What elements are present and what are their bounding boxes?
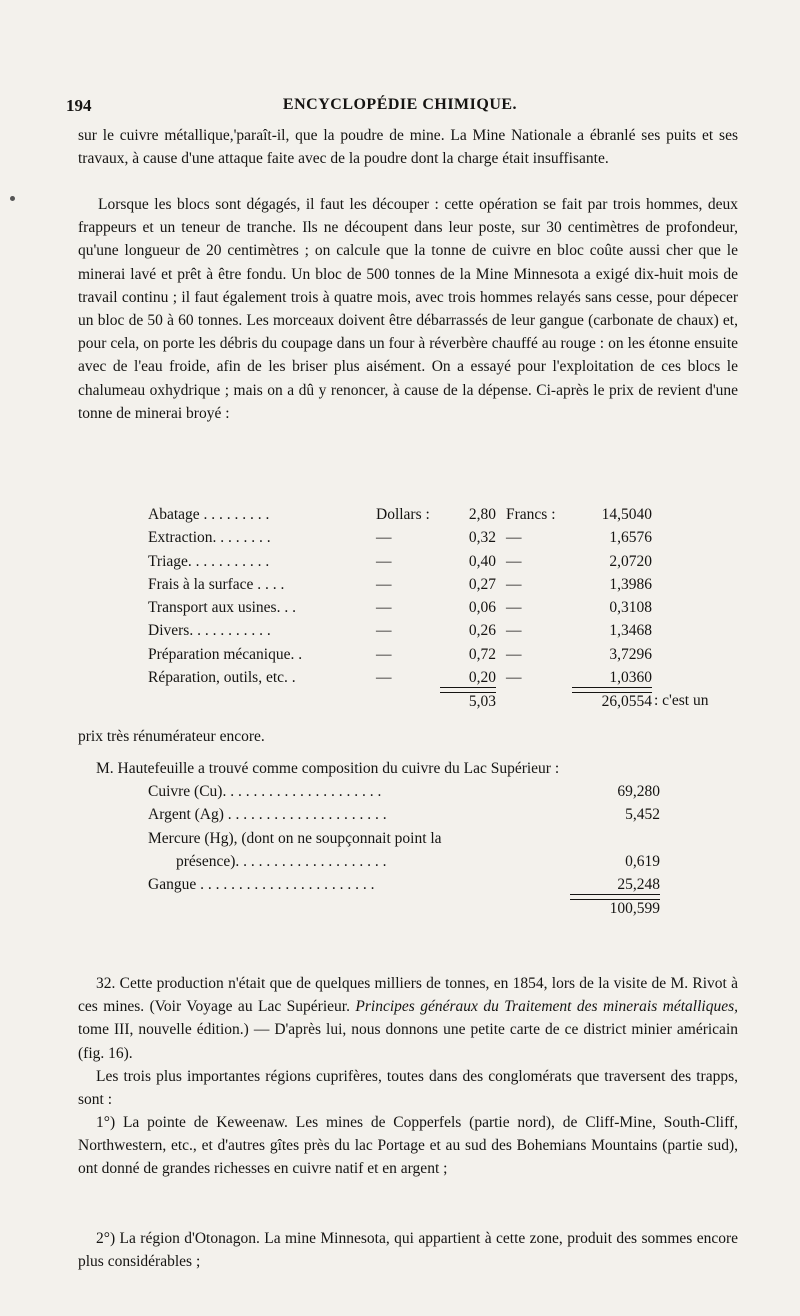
dollars-value: 0,72 bbox=[468, 645, 496, 663]
cost-label: Frais à la surface . . . . bbox=[148, 575, 285, 593]
margin-speck bbox=[10, 196, 15, 201]
dollars-unit: — bbox=[376, 669, 392, 687]
composition-total-row bbox=[148, 899, 660, 922]
composition-row bbox=[148, 830, 660, 853]
cost-label: Préparation mécanique. . bbox=[148, 645, 303, 663]
dollars-value: 0,27 bbox=[468, 575, 496, 593]
cost-label: Transport aux usines. . . bbox=[148, 599, 296, 617]
p32-book-title: Principes généraux du Traitement des minerais métalliques, bbox=[355, 998, 738, 1016]
running-title: ENCYCLOPÉDIE CHIMIQUE. bbox=[282, 96, 518, 113]
total-francs: 26,0554 bbox=[572, 692, 652, 711]
dollars-unit: — bbox=[376, 622, 392, 640]
dollars-value: 0,06 bbox=[468, 599, 496, 617]
francs-unit: — bbox=[506, 645, 522, 663]
francs-value: 1,6576 bbox=[609, 529, 652, 547]
element-label: Cuivre (Cu). . . . . . . . . . . . . . . . . . . . . bbox=[148, 783, 382, 800]
total-tail-text: : c'est un bbox=[654, 692, 709, 710]
francs-unit: — bbox=[506, 575, 522, 593]
element-value: 5,452 bbox=[625, 806, 660, 824]
paragraph-keweenaw: 1°) La pointe de Keweenaw. Les mines de Copperfels (partie nord), de Cliff-Mine, South-Cliff, Northwestern, etc., et d'autres gîtes près du lac Portage et au sud des Bohemians Mountains (partie sud), ont donné de grandes richesses en cuivre natif et en argent ; bbox=[78, 1114, 738, 1178]
element-value: 25,248 bbox=[570, 876, 660, 895]
element-value: 0,619 bbox=[625, 852, 660, 870]
dollars-unit: — bbox=[376, 529, 392, 547]
cost-row bbox=[148, 576, 708, 599]
dollars-value: 0,32 bbox=[468, 529, 496, 547]
paragraph-2: Lorsque les blocs sont dégagés, il faut les découper : cette opération se fait par trois hommes, deux frappeurs et un teneur de tranche. Ils ne découpent dans leur poste, sur 30 centimètres de profondeur, qu'une longueur de 20 centimètres ; on calcule que la tonne de cuivre en bloc coûte aussi cher que le minerai lavé et prêt à être fondu. Un bloc de 500 tonnes de la Mine Minnesota a exigé dix-huit mois de travail continu ; il faut également trois à quatre mois, avec trois hommes relayés sans cesse, pour dépecer un bloc de 50 à 60 tonnes. Les morceaux doivent être débarrassés de leur gangue (carbonate de chaux) et, pour cela, on porte les débris du coupage dans un four à réverbère chauffé au rouge : on les étonne ensuite avec de l'eau froide, afin de les briser plus aisément. On a essayé pour l'exploitation de ces blocs le chalumeau oxhydrique ; mais on a dû y renoncer, à cause de la dépense. Ci-après le prix de revient d'une tonne de minerai broyé : bbox=[78, 196, 738, 422]
cost-table bbox=[148, 506, 708, 716]
francs-unit: — bbox=[506, 529, 522, 547]
element-label: Gangue . . . . . . . . . . . . . . . . . . . . . . . bbox=[148, 876, 375, 894]
cost-label: Réparation, outils, etc. . bbox=[148, 669, 296, 687]
dollars-value: 0,40 bbox=[468, 552, 496, 570]
element-label: Argent (Ag) . . . . . . . . . . . . . . . . . . . . . bbox=[148, 806, 387, 824]
dollars-unit: — bbox=[376, 645, 392, 663]
p32-text-a: 32. Cette production n'était que de quelques milliers de tonnes, en 1854, lors de la visite de M. Rivot à ces mines. (Voir Voyage au Lac Supérieur. bbox=[78, 975, 738, 1016]
francs-unit: — bbox=[506, 669, 522, 687]
francs-value: 14,5040 bbox=[601, 506, 652, 523]
dollars-value: 0,20 bbox=[440, 669, 496, 688]
composition-table bbox=[148, 783, 660, 923]
table-continuation: prix très rénumérateur encore. bbox=[78, 728, 265, 745]
composition-row bbox=[148, 806, 660, 829]
element-label: Mercure (Hg), (dont on ne soupçonnait point la bbox=[148, 829, 442, 847]
dollars-unit: — bbox=[376, 599, 392, 617]
cost-row bbox=[148, 553, 708, 576]
francs-value: 1,0360 bbox=[572, 669, 652, 688]
cost-label: Divers. . . . . . . . . . . bbox=[148, 622, 271, 640]
cost-row bbox=[148, 669, 708, 692]
dollars-value: 0,26 bbox=[468, 622, 496, 640]
composition-row bbox=[148, 876, 660, 899]
composition-intro: M. Hautefeuille a trouvé comme composition du cuivre du Lac Supérieur : bbox=[96, 760, 560, 777]
p32-text-b: tome III, nouvelle édition.) — D'après lui, nous donnons une petite carte de ce district minier américain (fig. 16). bbox=[78, 1021, 738, 1062]
francs-value: 0,3108 bbox=[609, 599, 652, 617]
cost-total-row bbox=[148, 692, 708, 715]
cost-label: Extraction. . . . . . . . bbox=[148, 529, 271, 547]
paragraph-1: sur le cuivre métallique,'paraît-il, que la poudre de mine. La Mine Nationale a ébranlé ses puits et ses travaux, à cause d'une attaque faite avec de la poudre dont la charge était insuffisante. bbox=[78, 127, 738, 168]
cost-row bbox=[148, 622, 708, 645]
francs-value: 1,3468 bbox=[609, 622, 652, 640]
cost-row bbox=[148, 599, 708, 622]
composition-total: 100,599 bbox=[570, 899, 660, 918]
cost-label: Triage. . . . . . . . . . . bbox=[148, 552, 270, 570]
cost-row bbox=[148, 646, 708, 669]
francs-unit: Francs : bbox=[506, 506, 556, 523]
dollars-unit: — bbox=[376, 552, 392, 570]
cost-label: Abatage . . . . . . . . . bbox=[148, 506, 270, 523]
page-number: 194 bbox=[66, 96, 92, 115]
francs-value: 1,3986 bbox=[609, 575, 652, 593]
francs-unit: — bbox=[506, 622, 522, 640]
total-dollars: 5,03 bbox=[440, 692, 496, 711]
francs-unit: — bbox=[506, 552, 522, 570]
page-header bbox=[0, 96, 800, 120]
dollars-unit: — bbox=[376, 575, 392, 593]
dollars-value: 2,80 bbox=[468, 506, 496, 523]
francs-value: 2,0720 bbox=[609, 552, 652, 570]
francs-unit: — bbox=[506, 599, 522, 617]
dollars-unit: Dollars : bbox=[376, 506, 430, 523]
composition-row bbox=[148, 853, 660, 876]
paragraph-otonagon: 2°) La région d'Otonagon. La mine Minnesota, qui appartient à cette zone, produit des sommes encore plus considérables ; bbox=[78, 1230, 738, 1271]
composition-row bbox=[148, 783, 660, 806]
element-value: 69,280 bbox=[617, 783, 660, 800]
cost-row bbox=[148, 529, 708, 552]
paragraph-32 bbox=[78, 972, 738, 1065]
francs-value: 3,7296 bbox=[609, 645, 652, 663]
element-label: présence). . . . . . . . . . . . . . . . . . . . bbox=[176, 852, 387, 870]
cost-row bbox=[148, 506, 708, 529]
paragraph-regions: Les trois plus importantes régions cuprifères, toutes dans des conglomérats que traversent des trapps, sont : bbox=[78, 1068, 738, 1109]
